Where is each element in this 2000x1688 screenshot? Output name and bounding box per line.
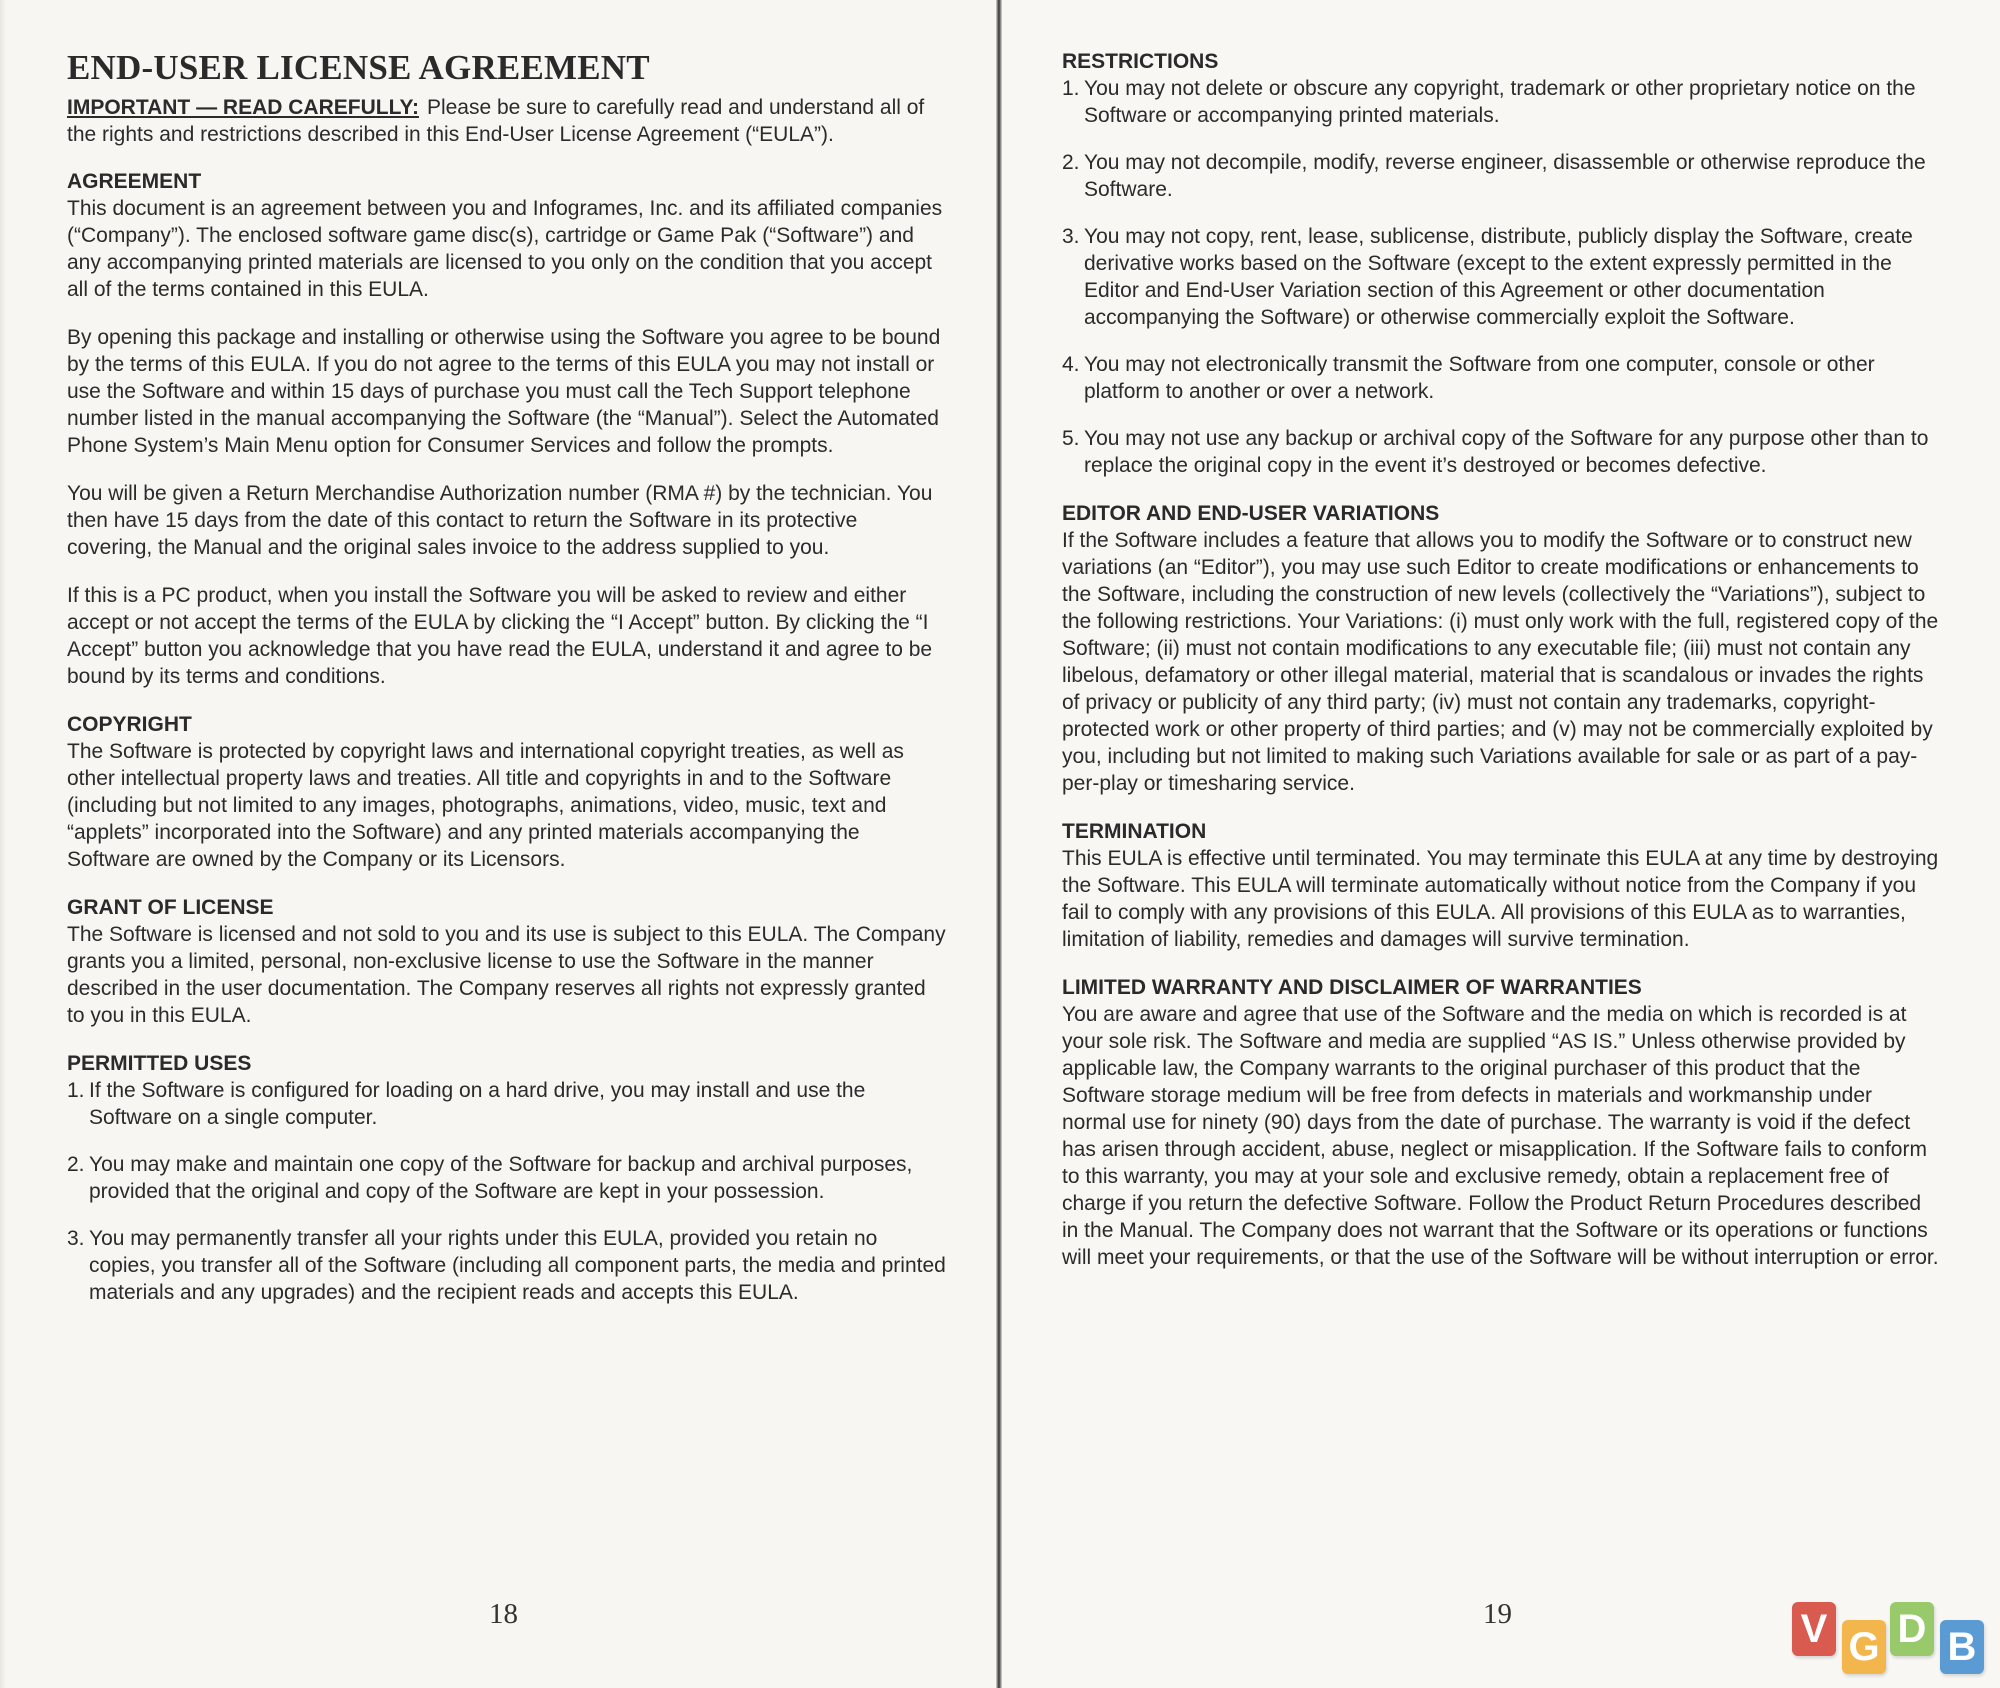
list-item [1062,351,1942,405]
right-page-content [1062,48,1942,1292]
grant-heading: GRANT OF LICENSE [67,896,274,919]
agreement-paragraph-3: You will be given a Return Merchandise Authorization number (RMA #) by the technician. You then have 15 days from the date of this contact to return the Software in its protective covering, the Manual and the original sales invoice to the address supplied to you. [67,482,933,559]
list-item-number: 1. [1062,77,1080,100]
right-page [1002,0,2000,1688]
document-title: END-USER LICENSE AGREEMENT [67,48,650,87]
list-item-text: You may not delete or obscure any copyright, trademark or other proprietary notice on the Software or accompanying printed materials. [1084,77,1916,127]
left-page [0,0,998,1688]
list-item-text: You may make and maintain one copy of the Software for backup and archival purposes, provided that the original and copy of the Software are kept in your possession. [89,1153,913,1203]
agreement-paragraph-2: By opening this package and installing or otherwise using the Software you agree to be bound by the terms of this EULA. If you do not agree to the terms of this EULA you may not install or use the Software and within 15 days of purchase you must call the Tech Support telephone number listed in the manual accompanying the Software (the “Manual”). Select the Automated Phone System’s Main Menu option for Consumer Services and follow the prompts. [67,326,941,457]
list-item [1062,425,1942,479]
warranty-paragraph: You are aware and agree that use of the Software and the media on which is recorded is at your sole risk. The Software and media are supplied “AS IS.” Unless otherwise provided by applicable law, the Company warrants to the original purchaser of this product that the Software storage medium will be free from defects in materials and workmanship under normal use for ninety (90) days from the date of purchase. The warranty is void if the defect has arisen through accident, abuse, neglect or misapplication. If the Software fails to conform to this warranty, you may at your sole and exclusive remedy, obtain a replacement free of charge if you return the defective Software. Follow the Product Return Procedures described in the Manual. The Company does not warrant that the Software or its operations or functions will meet your requirements, or that the use of the Software will be without interruption or error. [1062,1003,1939,1269]
agreement-section [67,168,947,690]
logo-tile-d: D [1890,1602,1934,1656]
restrictions-heading: RESTRICTIONS [1062,50,1219,73]
intro-lead: IMPORTANT — READ CAREFULLY: [67,96,419,119]
list-item-number: 2. [1062,151,1080,174]
list-item-text: If the Software is configured for loading on a hard drive, you may install and use the Software on a single computer. [89,1079,866,1129]
copyright-heading: COPYRIGHT [67,713,192,736]
permitted-uses-heading: PERMITTED USES [67,1052,252,1075]
list-item [1062,75,1942,129]
editor-section [1062,500,1942,797]
termination-section [1062,818,1942,953]
intro-text: Please be sure to carefully read and understand all of the rights and restrictions described in this End-User License Agreement (“EULA”). [67,96,925,146]
list-item-text: You may not decompile, modify, reverse engineer, disassemble or otherwise reproduce the Software. [1084,151,1926,201]
page-edge-shadow [0,0,6,1688]
list-item-text: You may permanently transfer all your rights under this EULA, provided you retain no copies, you transfer all of the Software (including all component parts, the media and printed materials and any upgrades) and the recipient reads and accepts this EULA. [89,1227,946,1304]
list-item [67,1225,947,1306]
list-item-number: 2. [67,1153,85,1176]
grant-paragraph: The Software is licensed and not sold to you and its use is subject to this EULA. The Company grants you a limited, personal, non-exclusive license to use the Software in the manner described in the user documentation. The Company reserves all rights not expressly granted to you in this EULA. [67,923,946,1027]
agreement-heading: AGREEMENT [67,170,202,193]
logo-tile-v: V [1792,1602,1836,1656]
permitted-uses-section [67,1050,947,1306]
restrictions-list [1062,75,1942,479]
list-item-number: 3. [67,1227,85,1250]
agreement-paragraph-1: This document is an agreement between you and Infogrames, Inc. and its affiliated companies (“Company”). The enclosed software game disc(s), cartridge or Game Pak (“Software”) and any accompanying printed materials are licensed to you only on the condition that you accept all of the terms contained in this EULA. [67,197,943,301]
list-item-number: 5. [1062,427,1080,450]
list-item [67,1077,947,1131]
permitted-uses-list [67,1077,947,1306]
page-number-left: 18 [489,1598,518,1630]
editor-paragraph: If the Software includes a feature that allows you to modify the Software or to construct new variations (an “Editor”), you may use such Editor to create modifications or enhancements to the Software, including the construction of new levels (collectively the “Variations”), subject to the following restrictions. Your Variations: (i) must only work with the full, registered copy of the Software; (ii) must not contain modifications to any executable file; (iii) must not contain any libelous, defamatory or other illegal material, material that is scandalous or invades the rights of privacy or publicity of any third party; (iv) must not contain any trademarks, copyright-protected work or other property of third parties; and (v) may not be commercially exploited by you, including but not limited to making such Variations available for sale or as part of a pay-per-play or timesharing service. [1062,529,1939,795]
restrictions-section [1062,48,1942,479]
list-item-text: You may not use any backup or archival copy of the Software for any purpose other than to replace the original copy in the event it’s destroyed or becomes defective. [1084,427,1929,477]
list-item-number: 1. [67,1079,85,1102]
list-item [1062,149,1942,203]
termination-heading: TERMINATION [1062,820,1207,843]
list-item-number: 3. [1062,225,1080,248]
vgdb-watermark-logo [1792,1598,1988,1678]
copyright-paragraph: The Software is protected by copyright laws and international copyright treaties, as well as other intellectual property laws and treaties. All title and copyrights in and to the Software (including but not limited to any images, photographs, animations, video, music, text and “applets” incorporated into the Software) and any printed materials accompanying the Software are owned by the Company or its Licensors. [67,740,904,871]
page-number-right: 19 [1483,1598,1512,1630]
copyright-section [67,711,947,873]
list-item-text: You may not copy, rent, lease, sublicense, distribute, publicly display the Software, create derivative works based on the Software (except to the extent expressly permitted in the Editor and End-User Variation section of this Agreement or other documentation accompanying the Software) or otherwise commercially exploit the Software. [1084,225,1913,329]
logo-tile-g: G [1842,1620,1886,1674]
list-item-number: 4. [1062,353,1080,376]
grant-section [67,894,947,1029]
list-item-text: You may not electronically transmit the Software from one computer, console or other platform to another or over a network. [1084,353,1875,403]
left-page-content [67,48,947,1327]
logo-tile-b: B [1940,1620,1984,1674]
intro-paragraph [67,94,947,148]
warranty-section [1062,974,1942,1271]
warranty-heading: LIMITED WARRANTY AND DISCLAIMER OF WARRANTIES [1062,976,1642,999]
list-item [67,1151,947,1205]
termination-paragraph: This EULA is effective until terminated. You may terminate this EULA at any time by destroying the Software. This EULA will terminate automatically without notice from the Company if you fail to comply with any provisions of this EULA. All provisions of this EULA as to warranties, limitation of liability, remedies and damages will survive termination. [1062,847,1939,951]
list-item [1062,223,1942,331]
agreement-paragraph-4: If this is a PC product, when you install the Software you will be asked to review and either accept or not accept the terms of the EULA by clicking the “I Accept” button. By clicking the “I Accept” button you acknowledge that you have read the EULA, understand it and agree to be bound by its terms and conditions. [67,584,933,688]
editor-heading: EDITOR AND END-USER VARIATIONS [1062,502,1440,525]
